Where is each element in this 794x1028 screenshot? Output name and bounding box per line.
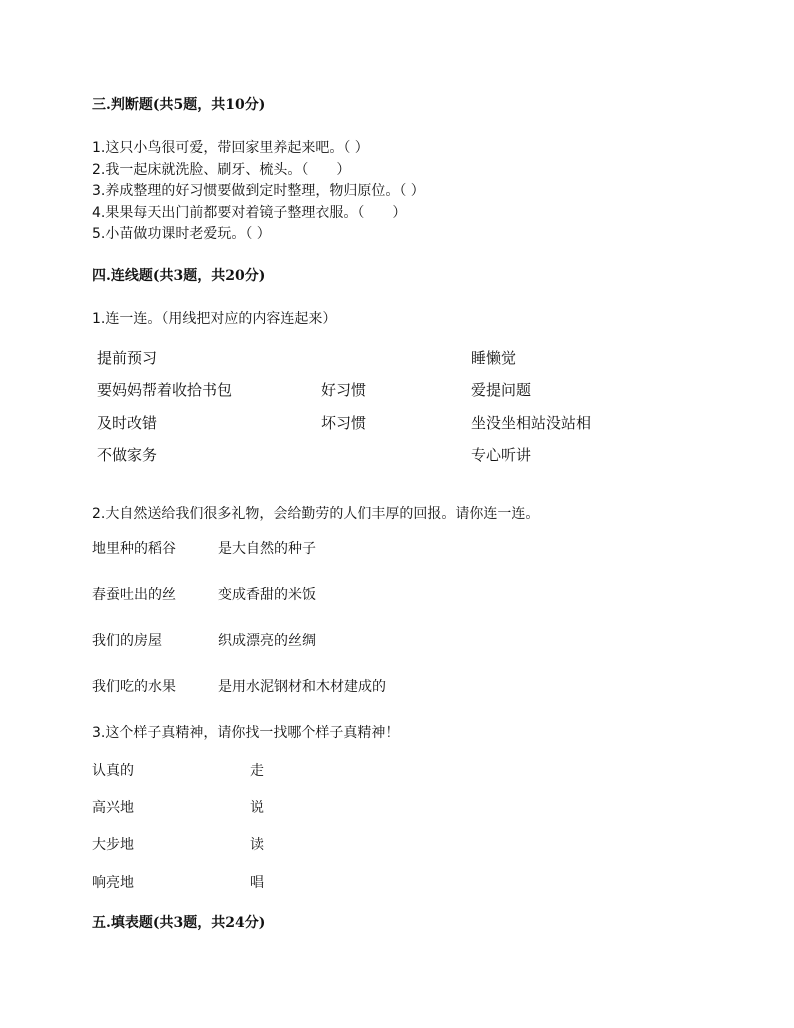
match-q3-prompt: 3.这个样子真精神，请你找一找哪个样子真精神！ [92, 725, 400, 741]
q3-right-item: 走 [250, 763, 264, 779]
q2-right-item: 是大自然的种子 [218, 541, 316, 557]
q3-left-item: 高兴地 [92, 800, 134, 816]
q2-left-item: 我们吃的水果 [92, 679, 176, 695]
judge-item-4: 4.果果每天出门前都要对着镜子整理衣服。（ ） [92, 205, 407, 221]
match-q1-prompt: 1.连一连。（用线把对应的内容连起来） [92, 311, 337, 327]
q2-left-item: 春蚕吐出的丝 [92, 587, 176, 603]
q1-right-item: 睡懒觉 [471, 349, 517, 367]
q1-right-item: 坐没坐相站没站相 [471, 414, 592, 432]
q3-right-item: 说 [250, 800, 264, 816]
judge-item-1: 1.这只小鸟很可爱，带回家里养起来吧。（ ） [92, 140, 369, 156]
q2-right-item: 是用水泥钢材和木材建成的 [218, 679, 386, 695]
q1-middle-item: 坏习惯 [321, 414, 367, 432]
section-3-title: 三.判断题(共5题，共10分) [92, 97, 266, 113]
section-4-title: 四.连线题(共3题，共20分) [92, 268, 266, 284]
q3-left-item: 认真的 [92, 763, 134, 779]
q3-left-item: 大步地 [92, 837, 134, 853]
section-5-title: 五.填表题(共3题，共24分) [92, 915, 266, 931]
judge-item-3: 3.养成整理的好习惯要做到定时整理，物归原位。（ ） [92, 183, 425, 199]
q1-left-item: 及时改错 [97, 414, 158, 432]
judge-item-5: 5.小苗做功课时老爱玩。（ ） [92, 226, 271, 242]
match-q2-prompt: 2.大自然送给我们很多礼物，会给勤劳的人们丰厚的回报。请你连一连。 [92, 506, 540, 522]
q1-left-item: 不做家务 [97, 446, 158, 464]
q2-right-item: 织成漂亮的丝绸 [218, 633, 316, 649]
q1-middle-item: 好习惯 [321, 381, 367, 399]
q1-right-item: 专心听讲 [471, 446, 532, 464]
q2-right-item: 变成香甜的米饭 [218, 587, 316, 603]
q2-left-item: 地里种的稻谷 [92, 541, 176, 557]
q1-left-item: 提前预习 [97, 349, 158, 367]
judge-item-2: 2.我一起床就洗脸、刷牙、梳头。（ ） [92, 162, 351, 178]
q1-right-item: 爱提问题 [471, 381, 532, 399]
q2-left-item: 我们的房屋 [92, 633, 162, 649]
q1-left-item: 要妈妈帮着收拾书包 [97, 381, 233, 399]
q3-right-item: 唱 [250, 875, 264, 891]
q3-left-item: 响亮地 [92, 875, 134, 891]
q3-right-item: 读 [250, 837, 264, 853]
